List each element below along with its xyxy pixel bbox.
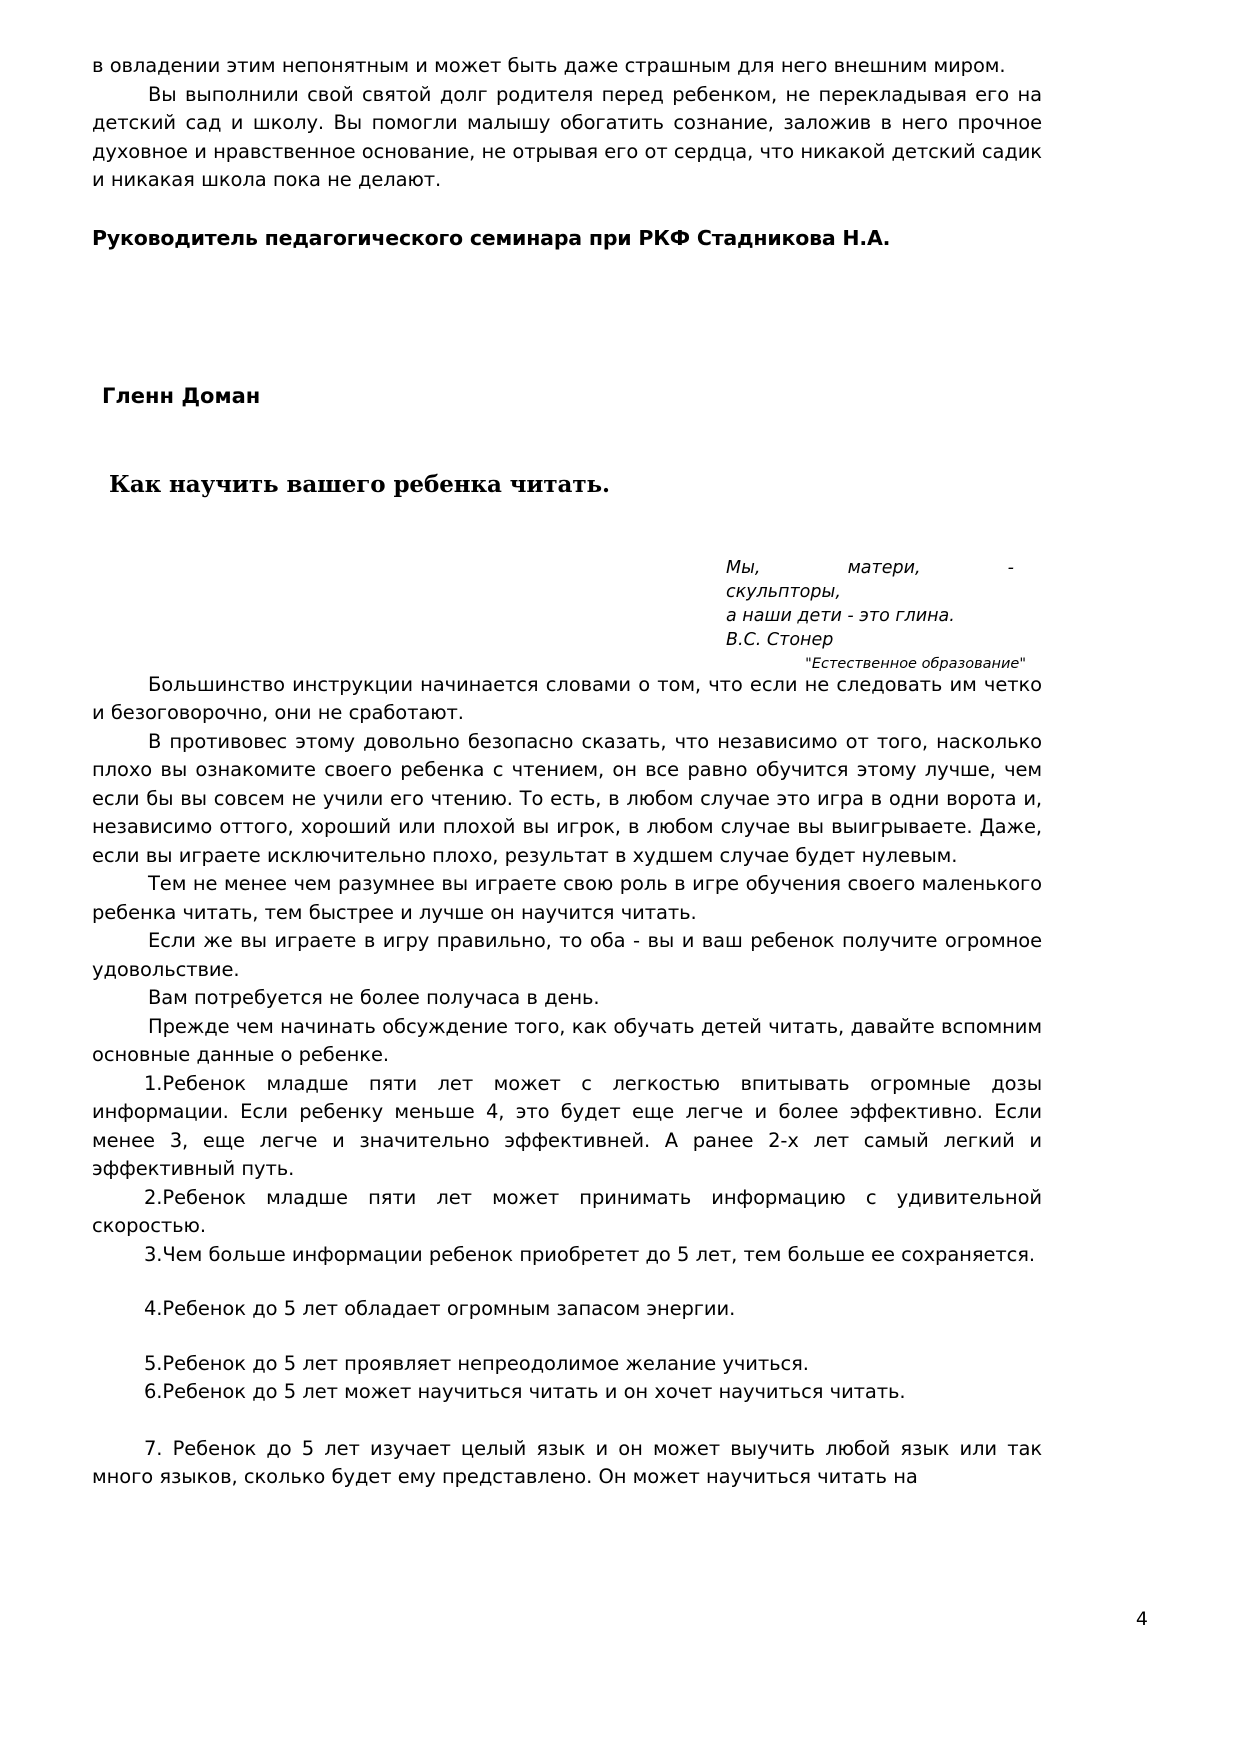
page-content <box>92 52 1042 1492</box>
epigraph-line-2: скульпторы, <box>726 582 841 602</box>
epigraph-line-1-right: - <box>1007 558 1014 578</box>
spacer-before-signature <box>92 195 1042 223</box>
paragraph-6: Прежде чем начинать обсуждение того, как обучать детей читать, давайте вспомним основные данные о ребенке. <box>92 1014 1042 1066</box>
numbered-item-5: 5.Ребенок до 5 лет проявляет непреодолимое желание учиться. <box>144 1351 809 1375</box>
numbered-item-3: 3.Чем больше информации ребенок приобретет до 5 лет, тем больше ее сохраняется. <box>144 1242 1035 1266</box>
numbered-item-7: 7. Ребенок до 5 лет изучает целый язык и он может выучить любой язык или так много языков, сколько будет ему представлено. Он может научиться читать на <box>92 1436 1042 1488</box>
spacer-before-item-7 <box>92 1407 1042 1435</box>
epigraph-attribution: В.С. Стонер <box>726 630 834 650</box>
numbered-item-4: 4.Ребенок до 5 лет обладает огромным запасом энергии. <box>144 1297 736 1320</box>
paragraph-3: Тем не менее чем разумнее вы играете свою роль в игре обучения своего маленького ребенка читать, тем быстрее и лучше он научится читать. <box>92 872 1042 924</box>
epigraph-line-1 <box>726 556 1014 580</box>
spacer-before-item-4 <box>92 1269 1042 1295</box>
epigraph-line-1-left: Мы, <box>726 558 761 578</box>
numbered-item-1: 1.Ребенок младше пяти лет может с легкостью впитывать огромные дозы информации. Если ребенку меньше 4, это будет еще легче и более эффективно. Если менее 3, еще легче и значительно эффективней. А ранее 2-х лет самый легкий и эффективный путь. <box>92 1071 1042 1180</box>
epigraph-block <box>726 556 1026 674</box>
book-title: Как научить вашего ребенка читать. <box>109 470 610 498</box>
paragraph-2: В противовес этому довольно безопасно сказать, что независимо от того, насколько плохо вы ознакомите своего ребенка с чтением, он все равно обучится этому лучше, чем если бы вы совсем не учили его чтению. То есть, в любом случае это игра в одни ворота и, независимо оттого, хороший или плохой вы игрок, в любом случае вы выигрываете. Даже, если вы играете исключительно плохо, результат в худшем случае будет нулевым. <box>92 729 1042 867</box>
numbered-item-2: 2.Ребенок младше пяти лет может принимать информацию с удивительной скоростью. <box>92 1185 1042 1237</box>
numbered-item-6: 6.Ребенок до 5 лет может научиться читать и он хочет научиться читать. <box>144 1380 906 1403</box>
paragraph-parental-duty: Вы выполнили свой святой долг родителя перед ребенком, не перекладывая его на детский сад и школу. Вы помогли малышу обогатить сознание, заложив в него прочное духовное и нравственное основание, не отрывая его от сердца, что никакой детский садик и никакая школа пока не делают. <box>92 82 1042 191</box>
seminar-leader-signature: Руководитель педагогического семинара при РКФ Стадникова Н.А. <box>92 225 891 250</box>
epigraph-line-1-middle: матери, <box>847 558 921 578</box>
page-number: 4 <box>1135 1608 1148 1630</box>
paragraph-continuation: в овладении этим непонятным и может быть даже страшным для него внешним миром. <box>92 54 1006 77</box>
spacer-before-author <box>92 253 1042 381</box>
book-author-name: Гленн Доман <box>102 383 261 408</box>
epigraph-source: "Естественное образование" <box>805 656 1026 672</box>
paragraph-5: Вам потребуется не более получаса в день. <box>148 986 600 1009</box>
spacer-before-title <box>92 411 1042 469</box>
paragraph-4: Если же вы играете в игру правильно, то оба - вы и ваш ребенок получите огромное удовольствие. <box>92 929 1042 981</box>
epigraph-line-3: а наши дети - это глина. <box>726 606 955 626</box>
paragraph-1: Большинство инструкции начинается словами о том, что если не следовать им четко и безоговорочно, они не сработают. <box>92 672 1042 724</box>
spacer-before-item-5 <box>92 1324 1042 1350</box>
